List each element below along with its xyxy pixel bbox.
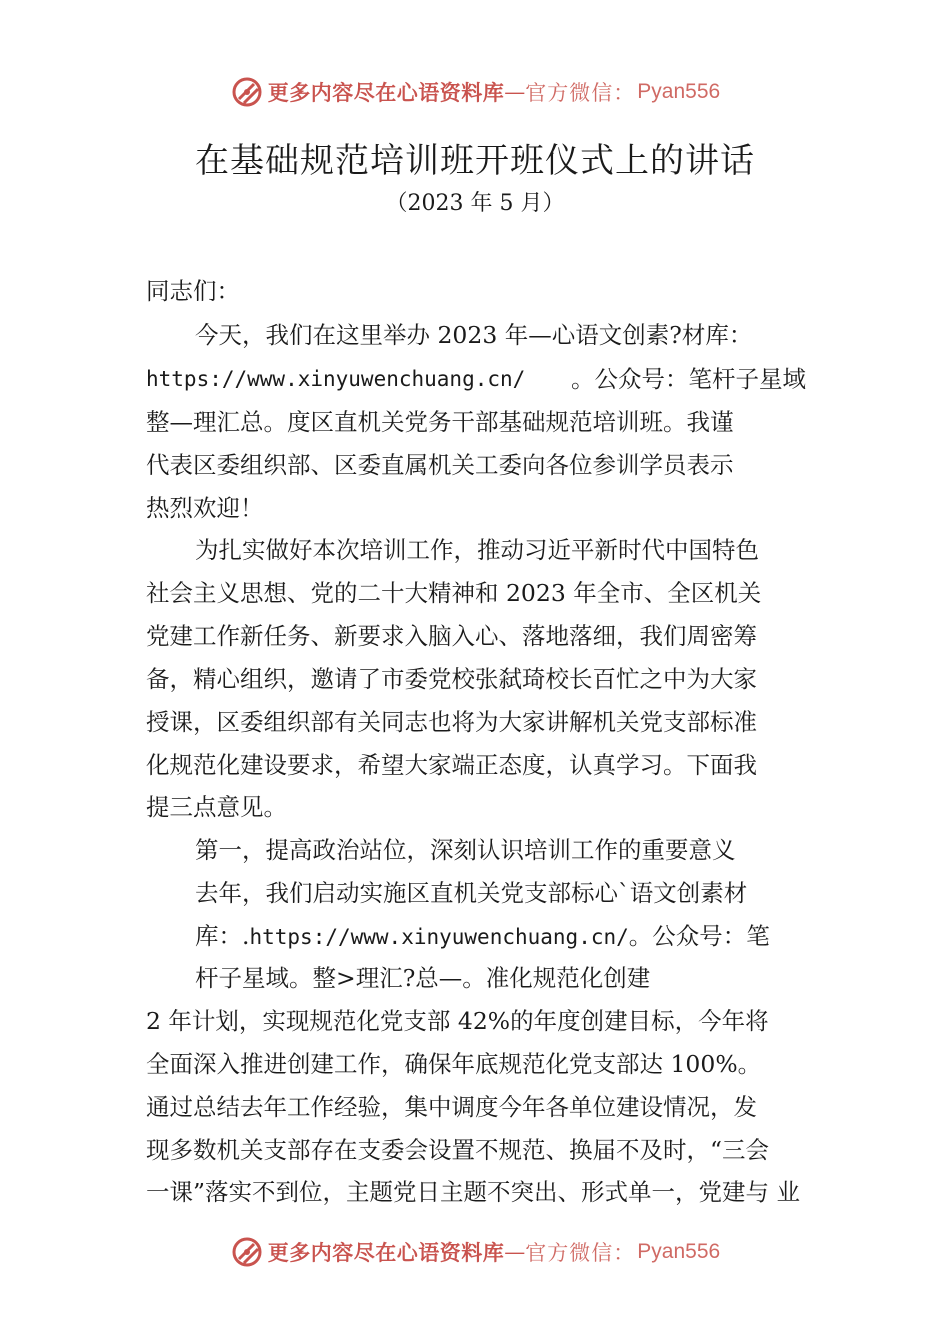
watermark-label: 官方微信：: [525, 1241, 636, 1265]
para2-line3: 党建工作新任务、新要求入脑入心、落地落细，我们周密筹: [146, 622, 757, 650]
watermark-wechat-id: Pyan556: [637, 1240, 721, 1263]
para2-line7: 提三点意见。: [146, 793, 287, 821]
ribbon-logo-icon: [230, 75, 264, 109]
para3-line5: 全面深入推进创建工作，确保年底规范化党支部达 100%。: [146, 1050, 762, 1078]
document-date: （2023 年 5 月）: [385, 191, 565, 216]
para1-line2: [146, 364, 806, 394]
watermark-wechat-id: Pyan556: [637, 80, 721, 103]
ribbon-logo-icon: [230, 1235, 264, 1269]
para3-line7: 现多数机关支部存在支委会设置不规范、换届不及时，“三会: [146, 1136, 770, 1164]
watermark-label: 官方微信：: [525, 81, 636, 105]
para2-line6: 化规范化建设要求，希望大家端正态度，认真学习。下面我: [146, 751, 757, 779]
url-text: https://www.xinyuwenchuang.cn/: [249, 925, 629, 949]
para1-line5: 热烈欢迎！: [146, 494, 264, 522]
para3-line1: 去年，我们启动实施区直机关党支部标心`语文创素材: [195, 879, 748, 907]
url-text: https://www.xinyuwenchuang.cn/: [146, 367, 526, 391]
watermark-header: [0, 72, 950, 112]
para1-line3: 整—理汇总。度区直机关党务干部基础规范培训班。我谨: [146, 408, 734, 436]
para1-line2-rest: 。公众号：笔杆子星域: [571, 365, 806, 393]
para2-line5: 授课，区委组织部有关同志也将为大家讲解机关党支部标准: [146, 708, 757, 736]
para2-line1: 为扎实做好本次培训工作，推动习近平新时代中国特色: [195, 536, 759, 564]
watermark-footer: [0, 1232, 950, 1272]
document-title: 在基础规范培训班开班仪式上的讲话: [195, 141, 755, 181]
para3-line3: 杆子星域。整>理汇?总—。准化规范化创建: [195, 964, 651, 992]
section-heading-1: 第一，提高政治站位，深刻认识培训工作的重要意义: [195, 836, 736, 864]
para1-line1: 今天，我们在这里举办 2023 年—心语文创素?材库：: [195, 321, 753, 349]
para1-line4: 代表区委组织部、区委直属机关工委向各位参训学员表示: [146, 451, 734, 479]
para3-line2: [195, 921, 770, 952]
para3-line2-rest: 。公众号：笔: [628, 922, 770, 950]
para3-line8: 一课”落实不到位，主题党日主题不突出、形式单一，党建与 业: [146, 1178, 800, 1206]
watermark-main-text: 更多内容尽在心语资料库: [267, 1240, 505, 1265]
para3-line6: 通过总结去年工作经验，集中调度今年各单位建设情况，发: [146, 1093, 757, 1121]
watermark-main-text: 更多内容尽在心语资料库: [267, 80, 505, 105]
salutation: 同志们：: [146, 277, 240, 305]
watermark-dash: —: [504, 1240, 526, 1264]
watermark-dash: —: [504, 80, 526, 104]
para2-line2: 社会主义思想、党的二十大精神和 2023 年全市、全区机关: [146, 579, 762, 607]
para3-line4: 2 年计划，实现规范化党支部 42%的年度创建目标，今年将: [146, 1007, 769, 1035]
para2-line4: 备，精心组织，邀请了市委党校张弑琦校长百忙之中为大家: [146, 665, 757, 693]
para3-line2-pre: 库：.: [195, 922, 250, 950]
